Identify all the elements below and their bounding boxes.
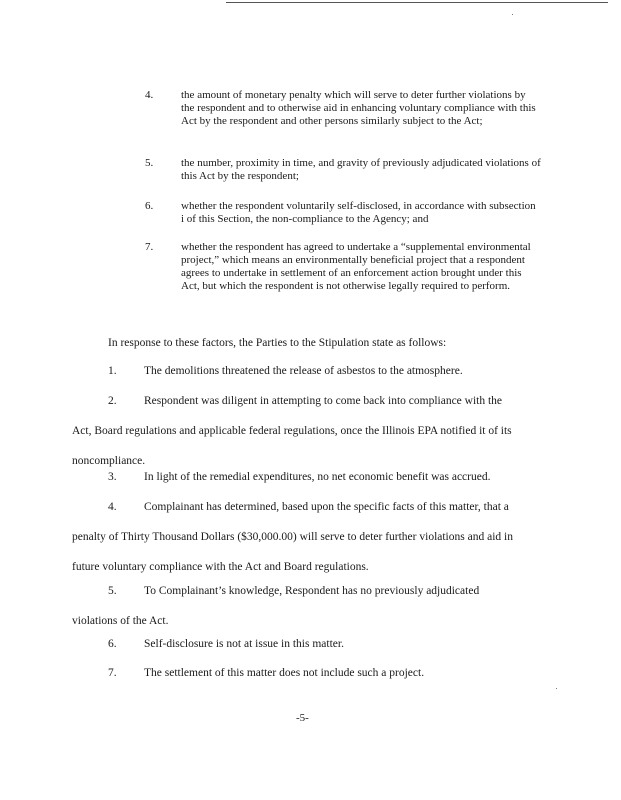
factor-text: the number, proximity in time, and gravity of previously adjudicated violations of this Act by the respondent; bbox=[181, 157, 541, 182]
response-number: 4. bbox=[108, 501, 117, 513]
response-intro: In response to these factors, the Parties to the Stipulation state as follows: bbox=[108, 337, 447, 349]
response-text: Self-disclosure is not at issue in this matter. bbox=[144, 638, 344, 650]
response-text: Complainant has determined, based upon the specific facts of this matter, that a bbox=[144, 501, 509, 513]
response-item bbox=[72, 576, 542, 636]
response-item bbox=[72, 492, 542, 582]
factor-number: 4. bbox=[145, 89, 154, 101]
response-line bbox=[72, 629, 542, 659]
response-line bbox=[72, 492, 542, 522]
top-rule bbox=[226, 2, 608, 3]
scan-speck bbox=[512, 14, 513, 15]
response-line: Act, Board regulations and applicable federal regulations, once the Illinois EPA notified it of its bbox=[72, 425, 512, 437]
response-text: In light of the remedial expenditures, no net economic benefit was accrued. bbox=[144, 471, 491, 483]
response-line: noncompliance. bbox=[72, 455, 146, 467]
response-text: To Complainant’s knowledge, Respondent has no previously adjudicated bbox=[144, 585, 480, 597]
response-line bbox=[72, 462, 542, 492]
response-text: Respondent was diligent in attempting to come back into compliance with the bbox=[144, 395, 503, 407]
response-item bbox=[72, 658, 542, 688]
response-number: 1. bbox=[108, 365, 117, 377]
response-number: 7. bbox=[108, 667, 117, 679]
response-number: 5. bbox=[108, 585, 117, 597]
response-number: 3. bbox=[108, 471, 117, 483]
response-number: 6. bbox=[108, 638, 117, 650]
response-item bbox=[72, 356, 542, 386]
factor-number: 7. bbox=[145, 241, 154, 253]
factor-text: whether the respondent voluntarily self-disclosed, in accordance with subsection i of this Section, the non-compliance to the Agency; and bbox=[181, 200, 536, 225]
response-line bbox=[72, 576, 542, 606]
response-line bbox=[72, 658, 542, 688]
response-line: violations of the Act. bbox=[72, 615, 169, 627]
factor-text: whether the respondent has agreed to undertake a “supplemental environmental project,” which means an environmentally beneficial project that a respondent agrees to undertake in settlement of an enforcement action brought under this Act, but which the respondent is not otherwise legally required to perform. bbox=[181, 241, 531, 292]
scan-speck bbox=[556, 688, 557, 689]
response-text: The demolitions threatened the release of asbestos to the atmosphere. bbox=[144, 365, 463, 377]
response-line: future voluntary compliance with the Act and Board regulations. bbox=[72, 561, 369, 573]
response-item bbox=[72, 629, 542, 659]
response-text: The settlement of this matter does not include such a project. bbox=[144, 667, 425, 679]
factor-number: 5. bbox=[145, 157, 154, 169]
response-line: penalty of Thirty Thousand Dollars ($30,000.00) will serve to deter further violations and aid in bbox=[72, 531, 513, 543]
factor-number: 6. bbox=[145, 200, 154, 212]
response-number: 2. bbox=[108, 395, 117, 407]
response-line bbox=[72, 356, 542, 386]
response-item bbox=[72, 462, 542, 492]
factor-text: the amount of monetary penalty which will serve to deter further violations by the respondent and to otherwise aid in enhancing voluntary compliance with this Act by the respondent and other persons similarly subject to the Act; bbox=[181, 89, 536, 127]
response-line bbox=[72, 386, 542, 416]
page-number: -5- bbox=[296, 712, 309, 724]
